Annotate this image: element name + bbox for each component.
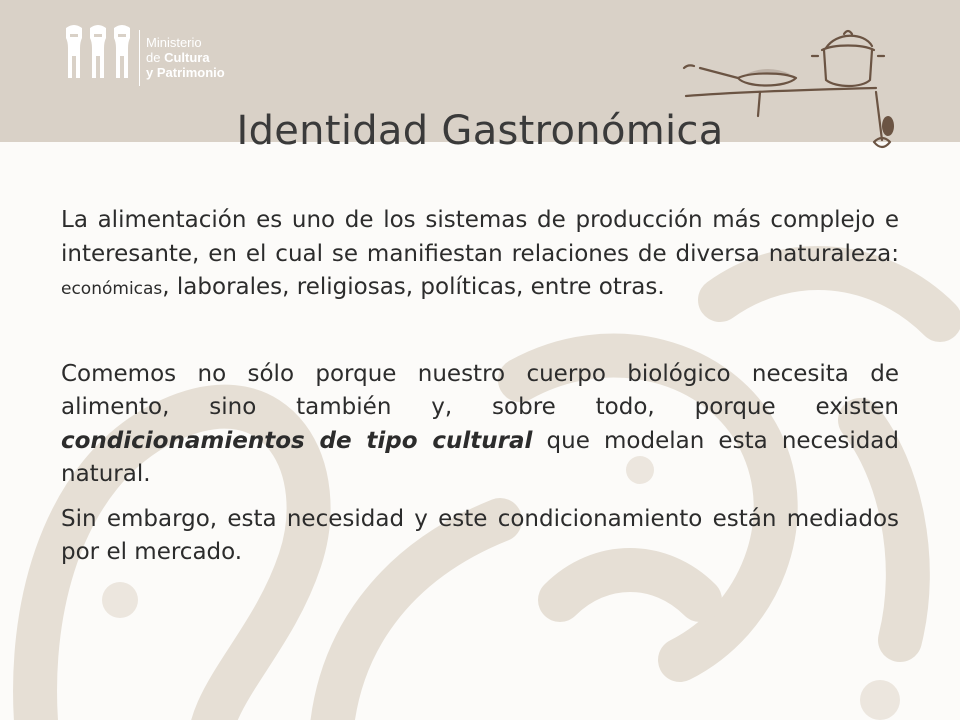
paragraph-1-small: económicas [61,279,163,299]
pan-icon [684,65,796,85]
logo-divider [139,30,140,86]
figure-3-icon [114,25,130,78]
pot-icon [812,31,884,86]
page-title: Identidad Gastronómica [236,108,724,154]
paragraph-1-part2: , laborales, religiosas, políticas, entre otras. [162,274,665,300]
ministry-name-line2-bold: Cultura [164,50,210,65]
pan-shadow-icon [746,69,790,74]
figure-1-icon [66,25,82,78]
ministry-name-line1: Ministerio [146,35,202,50]
shelf-line [686,88,876,96]
paragraph-1 [61,204,899,307]
paragraph-3: Sin embargo, esta necesidad y este condicionamiento están mediados por el mercado. [61,505,899,565]
ministry-name-line2 [146,50,225,65]
ministry-name-line2-prefix: de [146,50,161,65]
paragraph-2-part1: Comemos no sólo porque nuestro cuerpo biológico necesita de alimento, sino también y, sobre todo, porque existen [61,360,899,420]
ministry-name [146,35,225,80]
figure-2-icon [90,25,106,78]
paragraph-2-emphasis: condicionamientos de tipo cultural [61,427,533,454]
paragraph-2-part2: que modelan esta necesidad natural. [61,427,900,487]
paragraph-2 [61,358,899,492]
body-text [61,204,899,570]
ministry-name-line3: y Patrimonio [146,65,225,80]
paragraph-1-part1: La alimentación es uno de los sistemas de producción más complejo e interesante, en el cual se manifiestan relaciones de diversa naturaleza: [61,207,899,267]
